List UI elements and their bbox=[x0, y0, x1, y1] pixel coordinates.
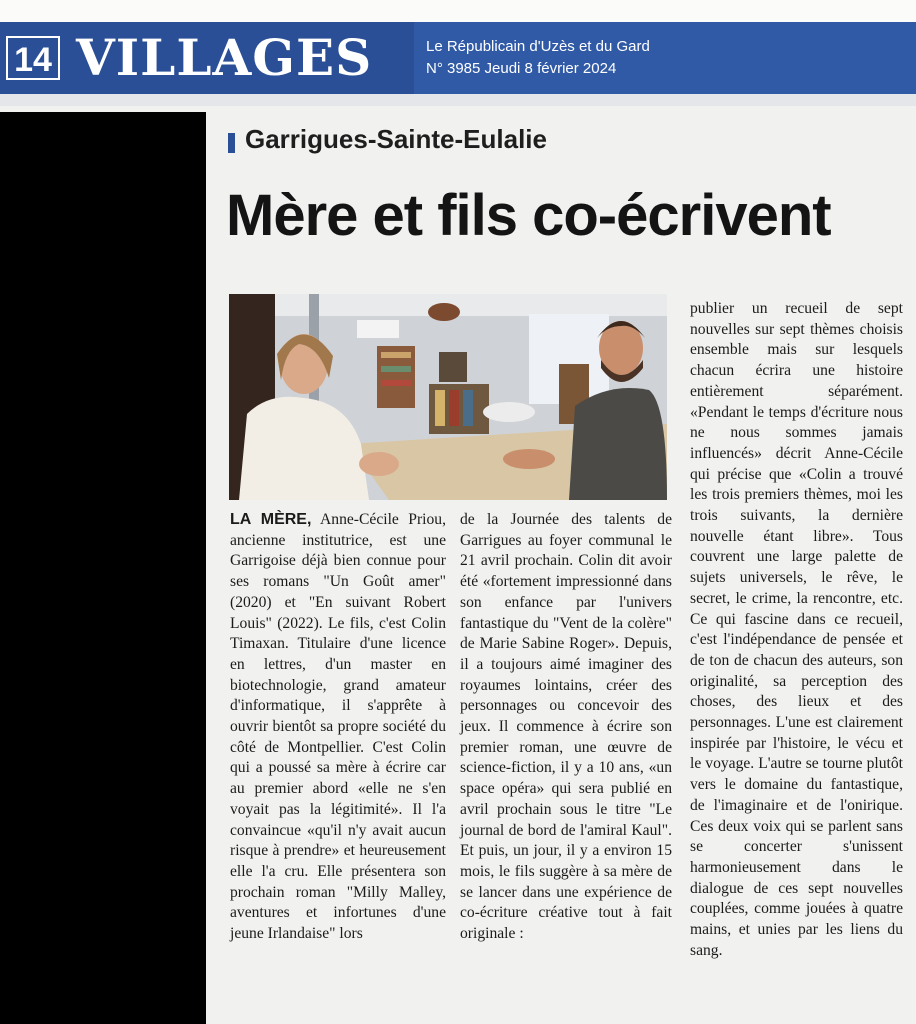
redacted-area bbox=[0, 112, 206, 1024]
issue-date: N° 3985 Jeudi 8 février 2024 bbox=[426, 60, 617, 77]
column-2-text: de la Journée des talents de Garrigues au foyer communal le 21 avril prochain. Colin dit avoir été «fortement impressionné dans son enfance par l'univers fantastique du "Vent de la colère" de Marie Sabine Roger». Depuis, il a toujours aimé imaginer des royaumes lointains, créer des personnages ou concevoir des jeux. Il commence à écrire son premier roman, une œuvre de science-fiction, il y a 10 ans, «un space opéra» qui sera publié en avril prochain sous le titre "Le journal de bord de l'amiral Kaul". Et puis, un jour, il y a environ 15 mois, le fils suggère à sa mère de se lancer dans une expérience de co-écriture créative tout à fait originale : bbox=[460, 511, 672, 943]
article-headline: Mère et fils co-écrivent bbox=[226, 183, 831, 248]
publication-info bbox=[426, 36, 650, 80]
article-kicker: Garrigues-Sainte-Eulalie bbox=[245, 124, 547, 154]
kicker-marker bbox=[228, 133, 235, 153]
column-1-text: Anne-Cécile Priou, ancienne institutrice, est une Garrigoise déjà bien connue pour ses romans "Un Goût amer" (2020) et "En suivant Robert Louis" (2022). Le fils, c'est Colin Timaxan. Titulaire d'une licence en lettres, d'un master en biotechnologie, grand amateur d'informatique, il s'apprête à ouvrir bientôt sa propre société du côté de Montpellier. C'est Colin qui a poussé sa mère à écrire car au premier abord «elle ne s'en voyait pas la légitimité». Il l'a convaincue «qu'il n'y avait aucun risque à prendre» et heureusement elle l'a cru. Elle présentera son prochain roman "Milly Malley, aventures et infortunes d'une jeune Irlandaise" lors bbox=[230, 511, 446, 943]
article-lead: LA MÈRE, bbox=[230, 511, 312, 528]
column-3-text: publier un recueil de sept nouvelles sur sept thèmes choisis ensemble mais sur lesquels chacun écrira une histoire entièrement séparément. «Pendant le temps d'écriture nous ne nous sommes jamais influencés» décrit Anne-Cécile qui précise que «Colin a trouvé les trois premiers thèmes, moi les trois suivants, la dernière nouvelle étant libre». Tous couvrent une large palette de sujets universels, le rêve, le secret, le crime, la rencontre, etc. Ce qui fascine dans ce recueil, c'est l'indépendance de pensée et de ton de chacun des auteurs, son originalité, sa perception des choses, des lieux et des personnages. L'une est clairement inspirée par l'histoire, le vécu et le voyage. L'autre se tourne plutôt vers le domaine du fantastique, de l'imaginaire et de l'onirique. Ces deux voix qui se parlent sans se concerter s'unissent harmonieusement dans le dialogue de ces sept nouvelles couplées, comme jouées à quatre mains, et unies par les liens du sang. bbox=[690, 300, 903, 959]
article-column-3 bbox=[690, 299, 903, 962]
article-photo bbox=[229, 294, 667, 500]
article-column-1 bbox=[230, 510, 446, 945]
article-column-2 bbox=[460, 510, 672, 945]
section-title: VILLAGES bbox=[76, 28, 373, 87]
publication-name: Le Républicain d'Uzès et du Gard bbox=[426, 38, 650, 55]
page-number: 14 bbox=[6, 36, 60, 80]
scan-margin bbox=[0, 0, 916, 22]
scan-shadow bbox=[0, 94, 916, 106]
